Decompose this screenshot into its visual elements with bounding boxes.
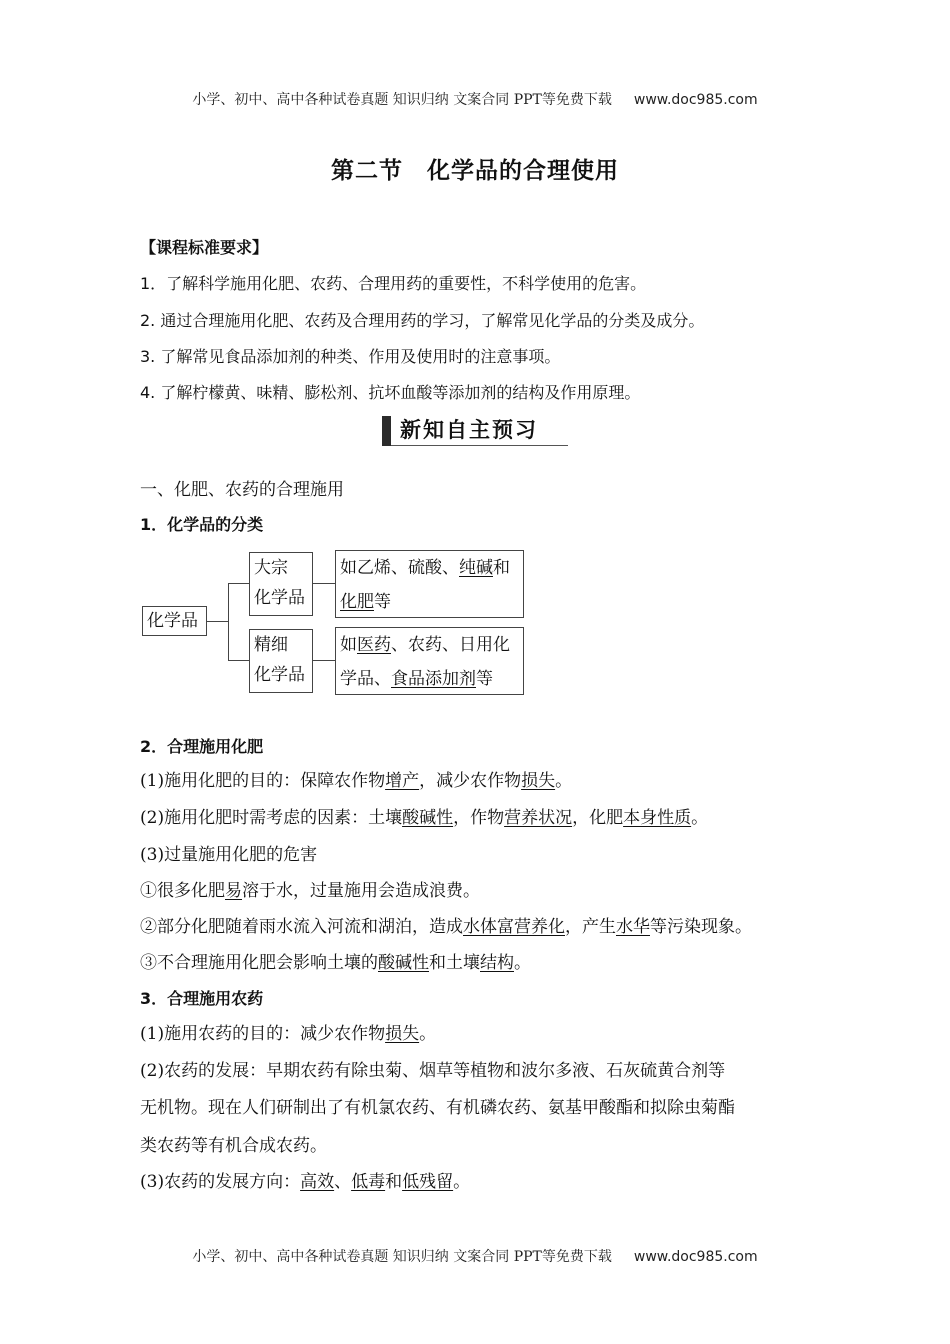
banner-bar bbox=[382, 416, 391, 446]
diagram-root-box: 化学品 bbox=[142, 606, 207, 636]
page-header bbox=[0, 89, 950, 109]
fine-label-line2: 化学品 bbox=[254, 665, 305, 685]
diagram-connector bbox=[228, 583, 229, 661]
paragraph: (2)施用化肥时需考虑的因素：土壤酸碱性，作物营养状况，化肥本身性质。 bbox=[140, 808, 709, 828]
bulk-examples-text: 纯碱 bbox=[459, 558, 493, 578]
header-text: 小学、初中、高中各种试卷真题 知识归纳 文案合同 PPT等免费下载 bbox=[192, 92, 612, 108]
paragraph: (1)施用化肥的目的：保障农作物增产，减少农作物损失。 bbox=[140, 771, 573, 791]
standards-heading: 【课程标准要求】 bbox=[140, 238, 269, 257]
paragraph: (2)农药的发展：早期农药有除虫菊、烟草等植物和波尔多液、石灰硫黄合剂等 bbox=[140, 1061, 726, 1081]
banner-text: 新知自主预习 bbox=[400, 418, 538, 442]
section-banner bbox=[382, 414, 568, 446]
standard-item: 2. 通过合理施用化肥、农药及合理用药的学习，了解常见化学品的分类及成分。 bbox=[140, 311, 705, 330]
fine-examples-text: 医药 bbox=[357, 635, 391, 655]
paragraph: 类农药等有机合成农药。 bbox=[140, 1136, 327, 1156]
footer-url[interactable]: www.doc985.com bbox=[633, 1249, 758, 1265]
standard-item: 3. 了解常见食品添加剂的种类、作用及使用时的注意事项。 bbox=[140, 347, 561, 366]
banner-underline bbox=[391, 445, 568, 446]
page-title: 第二节 化学品的合理使用 bbox=[331, 158, 619, 184]
diagram-connector bbox=[207, 621, 228, 622]
bulk-label-line1: 大宗 bbox=[254, 558, 288, 578]
standard-item: 1．了解科学施用化肥、农药、合理用药的重要性，不科学使用的危害。 bbox=[140, 274, 647, 293]
paragraph: (1)施用农药的目的：减少农作物损失。 bbox=[140, 1024, 437, 1044]
bulk-examples-text: 等 bbox=[374, 592, 391, 612]
fine-examples-text: 、农药、日用化 bbox=[391, 635, 510, 655]
fine-examples-text: 等 bbox=[476, 669, 493, 689]
fine-chemicals-box bbox=[249, 629, 313, 693]
footer-text: 小学、初中、高中各种试卷真题 知识归纳 文案合同 PPT等免费下载 bbox=[192, 1249, 612, 1265]
bulk-chemicals-box bbox=[249, 552, 313, 616]
paragraph: ②部分化肥随着雨水流入河流和湖泊，造成水体富营养化，产生水华等污染现象。 bbox=[140, 917, 752, 937]
paragraph: ③不合理施用化肥会影响土壤的酸碱性和土壤结构。 bbox=[140, 953, 531, 973]
bulk-examples-box bbox=[335, 550, 524, 618]
subsection-heading: 1．化学品的分类 bbox=[140, 515, 264, 534]
diagram-connector bbox=[228, 660, 249, 661]
fine-examples-text: 如 bbox=[340, 635, 357, 655]
page-footer bbox=[0, 1246, 950, 1266]
fine-label-line1: 精细 bbox=[254, 635, 288, 655]
paragraph: (3)农药的发展方向：高效、低毒和低残留。 bbox=[140, 1172, 471, 1192]
fine-examples-box bbox=[335, 627, 524, 695]
diagram-connector bbox=[228, 583, 249, 584]
paragraph: (3)过量施用化肥的危害 bbox=[140, 845, 318, 865]
subsection-heading: 2．合理施用化肥 bbox=[140, 737, 264, 756]
paragraph: ①很多化肥易溶于水，过量施用会造成浪费。 bbox=[140, 881, 480, 901]
bulk-examples-text: 如乙烯、硫酸、 bbox=[340, 558, 459, 578]
diagram-connector bbox=[313, 583, 335, 584]
subsection-heading: 3．合理施用农药 bbox=[140, 989, 264, 1008]
header-url[interactable]: www.doc985.com bbox=[633, 92, 758, 108]
bulk-examples-text: 和 bbox=[493, 558, 510, 578]
fine-examples-text: 食品添加剂 bbox=[391, 669, 476, 689]
diagram-connector bbox=[313, 660, 335, 661]
bulk-examples-text: 化肥 bbox=[340, 592, 374, 612]
fine-examples-text: 学品、 bbox=[340, 669, 391, 689]
paragraph: 无机物。现在人们研制出了有机氯农药、有机磷农药、氨基甲酸酯和拟除虫菊酯 bbox=[140, 1098, 735, 1118]
standard-item: 4. 了解柠檬黄、味精、膨松剂、抗坏血酸等添加剂的结构及作用原理。 bbox=[140, 383, 641, 402]
section-heading: 一、化肥、农药的合理施用 bbox=[140, 480, 344, 500]
bulk-label-line2: 化学品 bbox=[254, 588, 305, 608]
